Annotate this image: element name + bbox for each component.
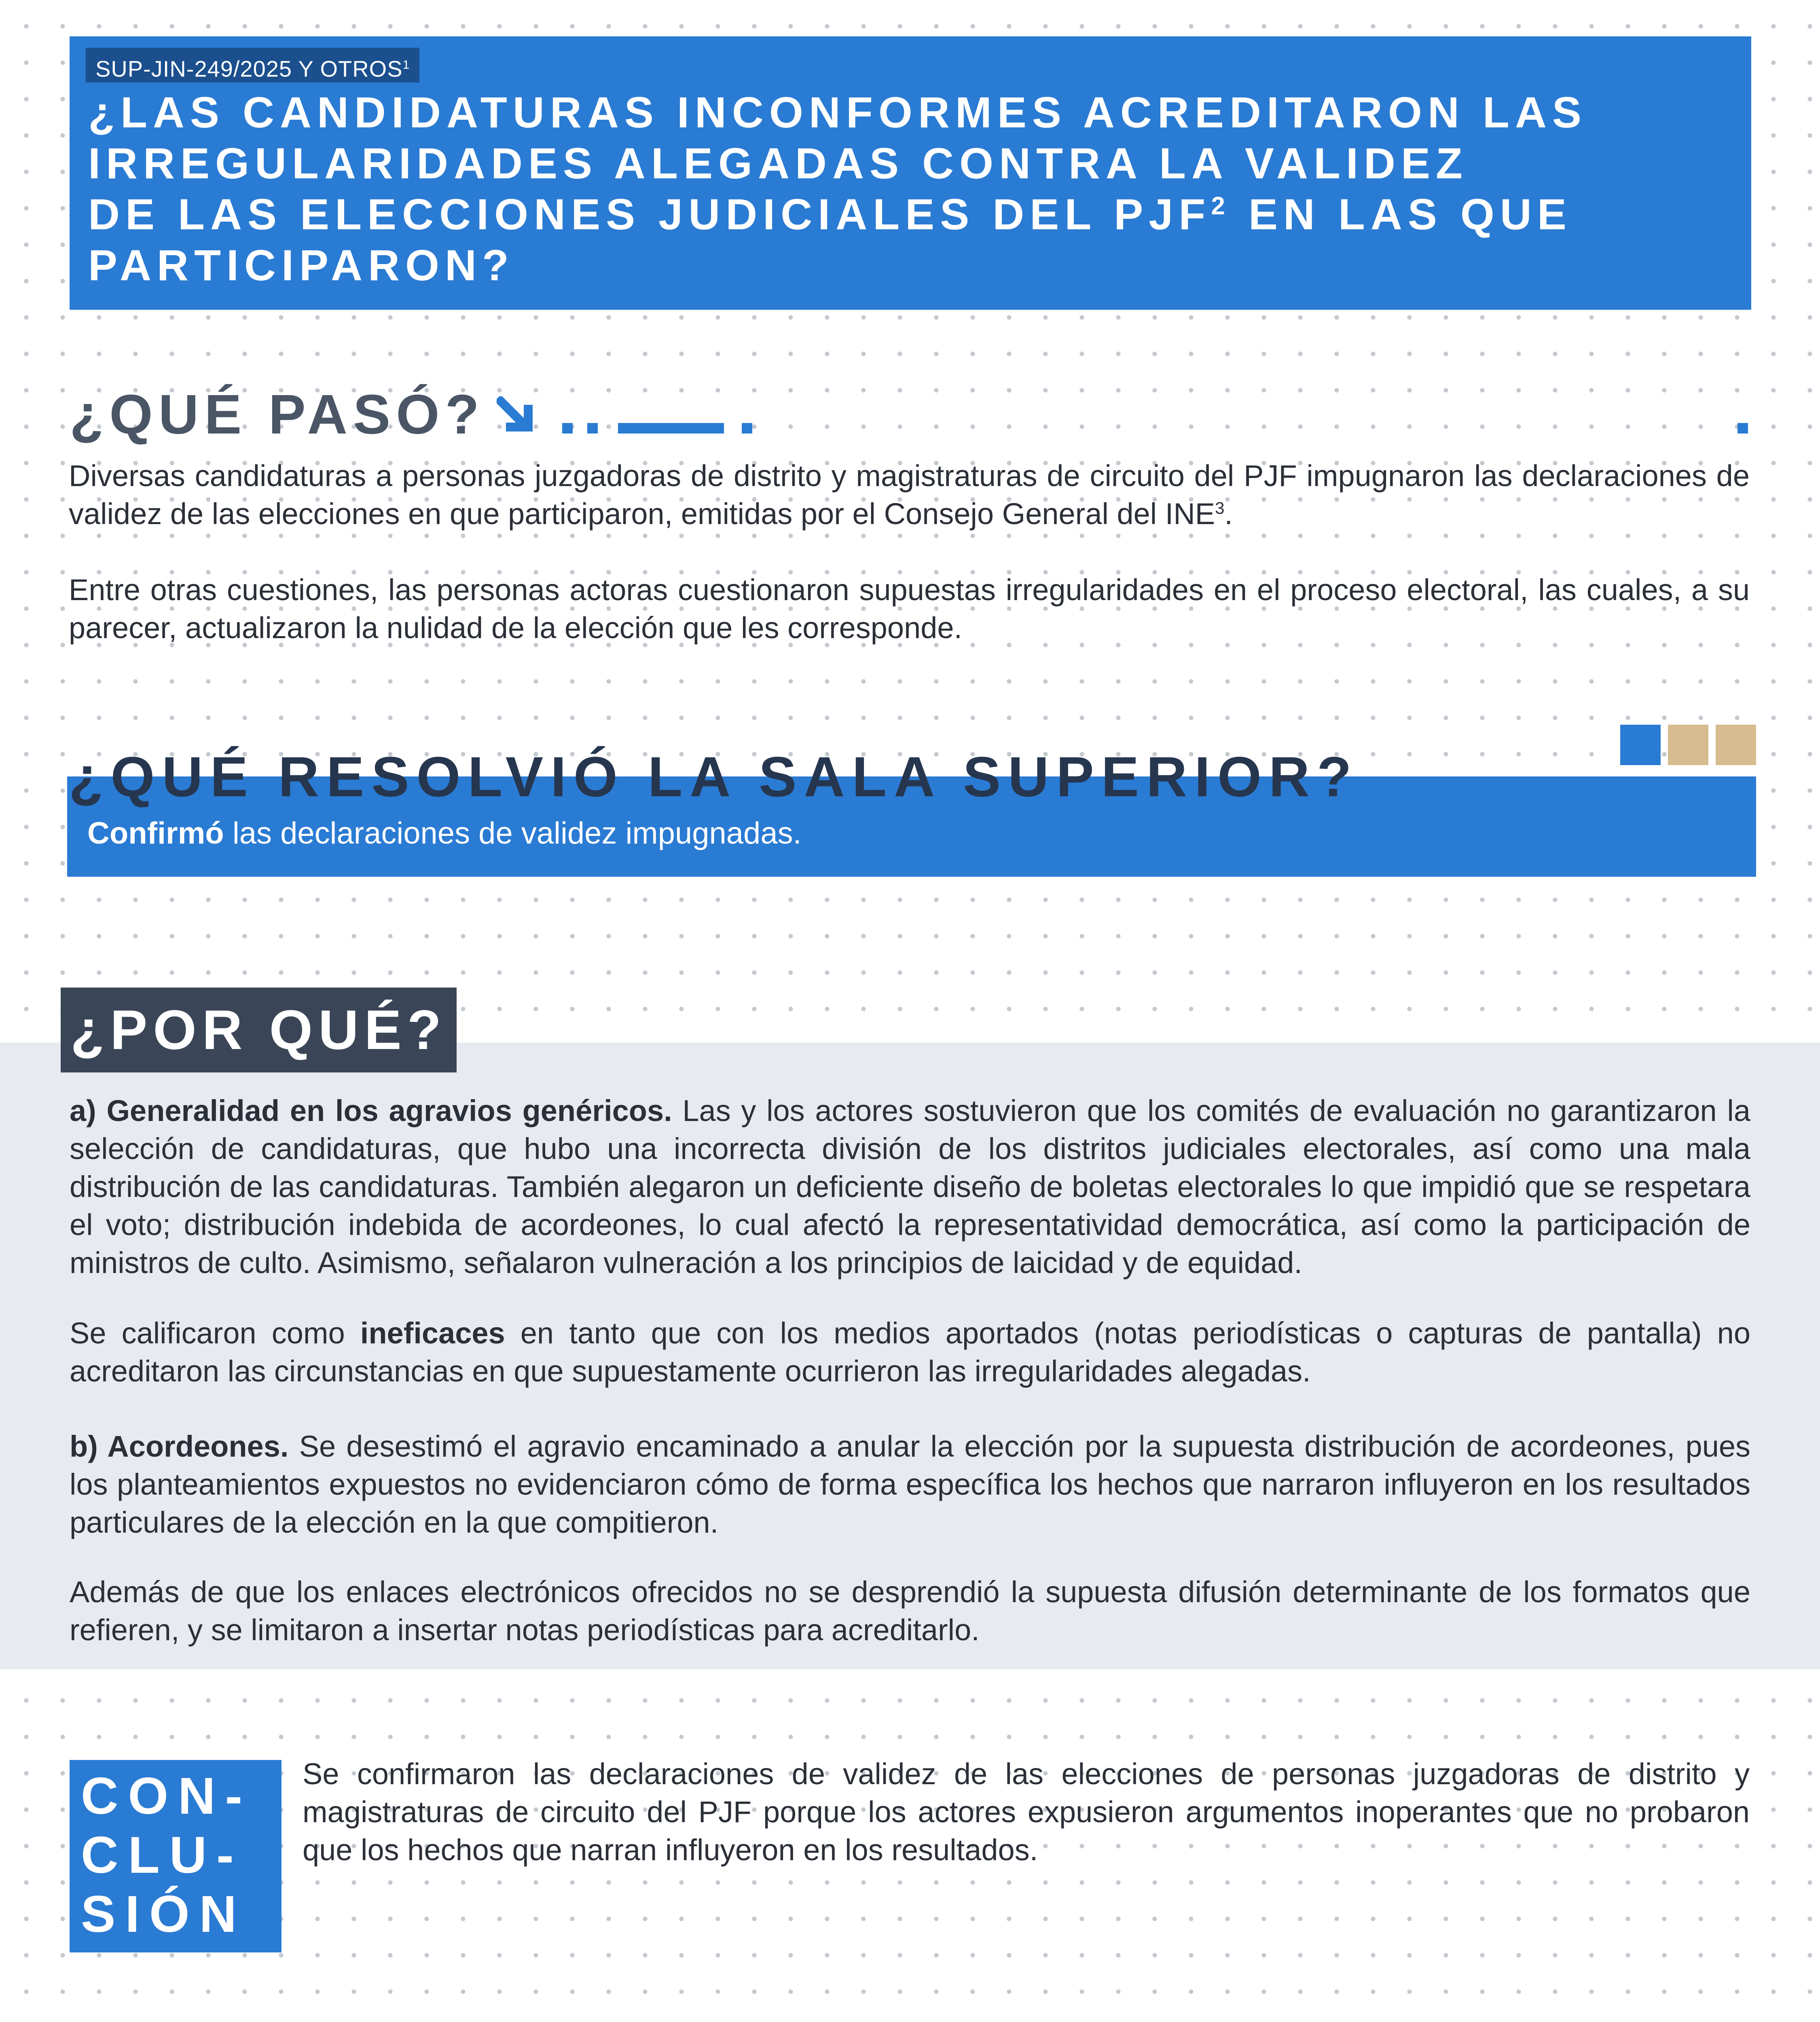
header-title-line-4: PARTICIPARON? bbox=[88, 241, 514, 290]
que-paso-heading: ¿QUÉ PASÓ? bbox=[70, 383, 485, 446]
point-b-title: b) Acordeones. bbox=[70, 1430, 289, 1463]
case-number: SUP-JIN-249/2025 Y OTROS bbox=[95, 56, 403, 82]
decor-dot bbox=[742, 423, 752, 434]
header-title-line-3-tail: EN LAS QUE bbox=[1230, 190, 1572, 239]
case-footnote-ref: 1 bbox=[402, 58, 410, 72]
point-a-title: a) Generalidad en los agravios genéricos. bbox=[70, 1094, 672, 1127]
por-que-ademas: Además de que los enlaces electrónicos ofrecidos no se desprendió la supuesta difusión determinante de los formatos que refieren, y se limitaron a insertar notas periodísticas para acreditarlo. bbox=[70, 1575, 1750, 1647]
header-title-line-3: DE LAS ELECCIONES JUDICIALES DEL PJF bbox=[88, 190, 1211, 239]
ine-footnote-ref: 3 bbox=[1215, 498, 1225, 518]
por-que-heading: ¿POR QUÉ? bbox=[61, 988, 457, 1072]
ineficaces-bold: ineficaces bbox=[360, 1316, 505, 1350]
conclusion-label-line-1: CON- bbox=[81, 1767, 252, 1825]
decor-square-gold bbox=[1716, 725, 1756, 765]
pjf-footnote-ref: 2 bbox=[1211, 192, 1231, 220]
arrow-down-right-icon bbox=[497, 396, 541, 437]
resolvio-heading: ¿QUÉ RESOLVIÓ LA SALA SUPERIOR? bbox=[69, 745, 1359, 808]
que-paso-paragraph-1: Diversas candidaturas a personas juzgadoras de distrito y magistraturas de circuito del PJF impugnaron las declaraciones de validez de las elecciones en que participaron, emitidas por el Consejo General del INE$^3$. bbox=[69, 459, 1750, 531]
decor-dash bbox=[618, 423, 724, 434]
por-que-ineficaces: Se calificaron como ineficaces en tanto que con los medios aportados (notas periodísticas o capturas de pantalla) no acreditaron las circunstancias en que supuestamente ocurrieron las irregularidades alegadas. bbox=[70, 1316, 1750, 1388]
conclusion-label-line-2: CLU- bbox=[81, 1826, 243, 1884]
decor-dot bbox=[562, 423, 573, 434]
por-que-point-a: a) Generalidad en los agravios genéricos. Las y los actores sostuvieron que los comités de evaluación no garantizaron la selección de candidaturas, que hubo una incorrecta división de los distritos judiciales electorales, así como una mala distribución de las candidaturas. También alegaron un deficiente diseño de boletas electorales lo que impidió que se respetara el voto; distribución indebida de acordeones, lo cual afectó la representatividad democrática, así como la participación de ministros de culto. Asimismo, señalaron vulneración a los principios de laicidad y de equidad. bbox=[70, 1094, 1750, 1280]
footnote-1-line-1 bbox=[214, 2018, 1751, 2022]
decor-dot bbox=[1737, 423, 1748, 434]
case-number-tag bbox=[86, 48, 419, 82]
conclusion-label-line-3: SIÓN bbox=[81, 1885, 246, 1943]
header-title-line-2: IRREGULARIDADES ALEGADAS CONTRA LA VALIDEZ bbox=[88, 139, 1468, 188]
decor-dot bbox=[587, 423, 598, 434]
decor-square-blue bbox=[1620, 725, 1661, 765]
header-title bbox=[88, 87, 1726, 291]
por-que-point-b: b) Acordeones. Se desestimó el agravio encaminado a anular la elección por la supuesta distribución de acordeones, pues los planteamientos expuestos no evidenciaron cómo de forma específica los hechos que narraron influyeron en los resultados particulares de la elección en la que compitieron. bbox=[70, 1430, 1751, 1539]
que-paso-paragraph-2: Entre otras cuestiones, las personas actoras cuestionaron supuestas irregularidades en el proceso electoral, las cuales, a su parecer, actualizaron la nulidad de la elección que les corresponde. bbox=[69, 573, 1750, 645]
resolvio-bold: Confirmó bbox=[87, 816, 224, 850]
conclusion-text: Se confirmaron las declaraciones de validez de las elecciones de personas juzgadoras de distrito y magistraturas de circuito del PJF porque los actores expusieron argumentos inoperantes que no probaron que los hechos que narran influyeron en los resultados. bbox=[303, 1757, 1750, 1867]
resolvio-text: Confirmó las declaraciones de validez impugnadas. bbox=[87, 816, 802, 850]
header-title-line-1: ¿LAS CANDIDATURAS INCONFORMES ACREDITARON LAS bbox=[88, 88, 1587, 137]
decor-square-gold bbox=[1668, 725, 1708, 765]
